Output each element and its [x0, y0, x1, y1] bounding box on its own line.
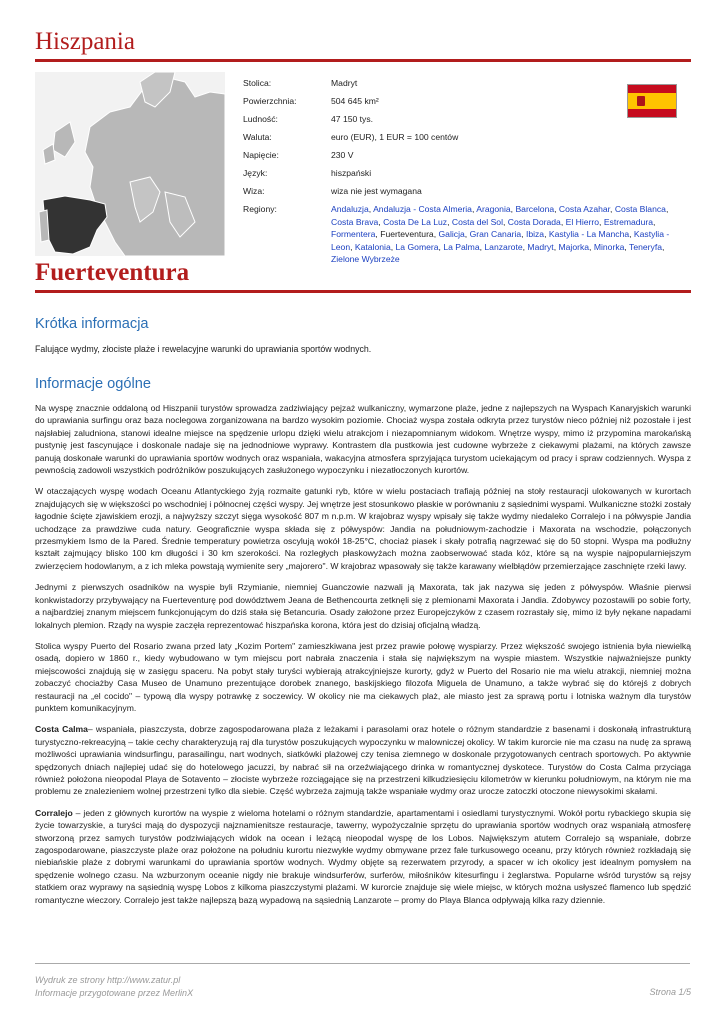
body-paragraph — [35, 402, 691, 476]
regions-list: Andaluzja, Andaluzja - Costa Almeria, Aragonia, Barcelona, Costa Azahar, Costa Blanca, Costa Brava, Costa De La Luz, Costa del Sol, Costa Dorada, El Hierro, Estremadura, Formentera, Fuerteventura, Galicja, Gran Canaria, Ibiza, Kastylia - La Mancha, Kastylia - Leon, Katalonia, La Gomera, La Palma, Lanzarote, Madryt, Majorka, Minorka, Teneryfa, Zielone Wybrzeże — [331, 204, 670, 265]
fact-label: Wiza: — [243, 186, 265, 196]
region-link[interactable]: Barcelona — [515, 204, 555, 214]
fact-label: Stolica: — [243, 78, 272, 88]
fact-row — [243, 113, 683, 125]
footer-info — [35, 974, 193, 1000]
fact-label: Ludność: — [243, 114, 278, 124]
fact-row — [243, 185, 683, 197]
paragraph-text: W otaczających wyspę wodach Oceanu Atlantyckiego żyją rozmaite gatunki ryb, które w wielu postaciach trafiają później na stoły restauracji ulokowanych w kurortach znajdujących się w większości po wschodniej i północnej części wyspy. Jej wnętrze jest stosunkowo płaskie w porównaniu z sąsiednimi wyspami. Wulkaniczne stożki zostały łagodnie ścięte zjawiskiem erozji, a najwyższy szczyt sięga wysokość 807 m n.p.m. W krajobraz wyspy wpisały się także wydmy niedaleko Corralejo i na półwyspie Jandia uchodzące za prawdziwe cuda natury. Geograficznie wyspa składa się z półwyspów: Jandia na południowym-zachodzie i Maxorata na wschodzie, połączonych przesmykiem Ismo de la Pared. Średnie temperatury powietrza oscylują wokół 18-25°C, chociaż piasek i skały potrafią nagrzewać się do 50 stopni. Wyspa ma podłużny kształt zajmujący blisko 100 km długości i 30 km szerokości. Na rozległych płaskowyżach można zaobserwować stada kóz, które są na wyspie najpopularniejszym zwierzęciem hodowlanym, a z ich mleka powstają wymienite sery „majorero". W krajobraz wpasowały się także karawany wielbłądów przemierzające zaschnięte rzeki lawy. — [35, 486, 691, 571]
body-paragraph — [35, 581, 691, 631]
title-divider — [35, 59, 691, 62]
fact-value: 47 150 tys. — [331, 114, 374, 124]
body-paragraph — [35, 723, 691, 797]
paragraph-text: – jeden z głównych kurortów na wyspie z wieloma hotelami o różnym standardzie, apartamentami i osiedlami turystycznymi. Wokół portu rybackiego skupia się życie towarzyskie, a turyści mają do dyspozycji najznamienitsze restauracje, tawerny, wypożyczalnie sprzętu do uprawiania sportów wodnych oraz wspaniałą atmosferę stworzoną przez samych turystów podziwiających widok na ocean i leżącą nieopodal wyspę de los Lobos. Największym atutem Corralejo są wspaniałe, dobrze zagospodarowane, piaszczyste plaże oraz położone na południu kurortu niezwykłe wydmy obmywane przez fale turkusowego oceanu, przy których również rozkładają się niebiańskie plaże z dobrymi warunkami do uprawiania sportów wodnych. Wydmy objęte są rezerwatem przyrody, a spacer w ich okolicy jest idealnym pomysłem na spędzenie wolnego czasu. Na wzburzonym oceanie nigdy nie brakuje windsurferów, surferów, miłośników kitesurfingu i żeglarstwa. Popularne wśród turystów są rejsy statkiem oraz wyprawy na sąsiednią wyspę Lobos z kilkoma piaszczystymi plażami. W kurorcie znajduje się wiele miejsc, w których można usłyszeć flamenco lub spędzić romantyczne wieczory. Corralejo jest także najlepszą bazą wypadową na sąsiednią Lanzarote – promy do Playa Blanca odpływają kilka razy dziennie. — [35, 807, 691, 905]
general-info-heading: Informacje ogólne — [35, 376, 152, 392]
region-current: Fuerteventura — [380, 229, 434, 240]
country-facts — [243, 77, 683, 272]
fact-row — [243, 131, 683, 143]
short-info-heading: Krótka informacja — [35, 316, 149, 332]
region-link[interactable]: Minorka — [593, 241, 625, 252]
fact-row — [243, 167, 683, 179]
spain-flag-icon — [627, 84, 677, 118]
regions-label: Regiony: — [243, 204, 277, 214]
paragraph-text: – wspaniała, piaszczysta, dobrze zagospodarowana plaża z leżakami i parasolami oraz hotele o różnym standardzie z basenami i doskonałą infrastrukturą turystyczno-rekreacyjną – takie cechy charakteryzują raj dla turystów poszukujących wypoczynku w malowniczej okolicy. W takim kurorcie nie ma czasu na nudę za sprawą możliwości uprawiania windsurfingu, parasailingu, nart wodnych, siatkówki plażowej czy tenisa ziemnego w doskonale przygotowanych centrach sportowych. Po aktywnie spędzonych dniach najlepiej udać się do hotelowego jacuzzi, by nabrać sił na orzeźwiającego drinka w romantycznej dyskotece. Turystów do Costa Calma przyciąga również położona nieopodal Playa de Sotavento – złociste wybrzeże rozciągające się na przestrzeni kilkudziesięciu kilometrów w kierunku południowym, na którym nie ma problemu ze znalezieniem wolnej przestrzeni tylko dla siebie. Część wybrzeża zajmują także wspaniałe wydmy oraz urocze zatoczki otoczone niewysokimi skałami. — [35, 724, 691, 797]
fact-value: hiszpański — [331, 168, 372, 178]
fact-label: Waluta: — [243, 132, 272, 142]
paragraph-text: Na wyspę znacznie oddaloną od Hiszpanii turystów sprowadza zadziwiający pejzaż wulkaniczny, wymarzone plaże, jedne z najlepszych na Wyspach Kanaryjskich warunki do uprawiania surfingu oraz baza noclegowa zorganizowana na bardzo wysokim poziomie. Chociaż wyspa została odkryta przez turystów nieco później niż pozostałe i jest najsłabiej zaludniona, stanowi idealne miejsce na spędzenie urlopu dzięki wielu atrakcjom i niezapomnianym widokom. Wnętrze wyspy, mimo iż przypomina marokańską pustynię jest fascynujące i doskonale nadaje się na jednodniowe wyprawy. Kontrastem dla pustkowia jest cudowne wybrzeże z ciekawymi plażami, na których zawsze panują doskonałe warunki do uprawiania sportów wodnych oraz wspaniała, wakacyjna atmosfera sprzyjająca turystom uciekającym od pracy i spraw codziennych. Wyspa z pewnością zadowoli wszystkich podróżników poszukujących zasłużonego wypoczynku i niezatłoczonych kurortów. — [35, 403, 691, 476]
region-link[interactable]: Zielone Wybrzeże — [331, 254, 400, 265]
region-link[interactable]: Ibiza — [525, 229, 545, 240]
region-link[interactable]: Costa Dorada — [507, 216, 561, 227]
fact-label: Napięcie: — [243, 150, 279, 160]
page-number: Strona 1/5 — [649, 987, 691, 997]
region-link[interactable]: El Hierro — [565, 216, 600, 227]
paragraph-text: Jednymi z pierwszych osadników na wyspie byli Rzymianie, niemniej Guanczowie nazwali ją Maxorata, tak jak nazywa się jeden z półwyspów. Właśnie pierwsi konkwistadorzy przybywający na Fuerteventurę pod dowództwem Jeana de Bethencourta zetknęli się z plemionami Maxorata i Jandia. Zdobywcy pozostawili po sobie forty, a najbardziej znanym miejscem funkcjonującym do dziś stała się Betancuria. Osady założone przez Europejczyków z czasem rozrastały się, mimo iż były nękane napadami lokalnych plemion. Rządy na wyspie zaczęła reprezentować hiszpańska korona, która jest do dzisiaj oficjalną władzą. — [35, 582, 691, 630]
fact-value: wiza nie jest wymagana — [331, 186, 422, 196]
region-link[interactable]: Andaluzja — [331, 204, 369, 214]
region-link[interactable]: Kastylia - La Mancha — [548, 229, 630, 240]
region-link[interactable]: La Gomera — [395, 241, 439, 252]
fact-value: 230 V — [331, 150, 354, 160]
paragraph-text: Stolica wyspy Puerto del Rosario zwana przed laty „Kozim Portem" zamieszkiwana jest przez prawie połowę wyspiarzy. Przez większość swojego istnienia była niewielką osadą, dopiero w 1860 r., kiedy wybudowano w tym miejscu port nabrała znaczenia i stała się największym na wyspie miastem. Wszystkie najważniejsze punkty miejscowości znajdują się w zasięgu spaceru. Na pobyt stały turyści wybierają atrakcyjniejsze kurorty, gdyż w Puerto del Rosario nie ma wielu atrakcji, niemniej można zobaczyć chociażby Casa Museo de Unamuno prezentujące dorobek znanego, baskijskiego filozofa Miguela de Unamuno, a także wybrać się do którejś z dobrych restauracji na „el cocido" – typową dla wyspy potrawkę z soczewicy. W okolicy nie ma ciekawych plaż, ale miasto jest za sprawą portu i lotniska ważnym dla turystów punktem komunikacyjnym. — [35, 640, 691, 713]
region-link[interactable]: Costa Blanca — [614, 204, 666, 214]
region-link[interactable]: Andaluzja - Costa Almeria — [373, 204, 472, 214]
fact-row — [243, 149, 683, 161]
body-paragraph — [35, 640, 691, 714]
body-paragraph — [35, 807, 691, 906]
region-link[interactable]: Estremadura — [603, 216, 654, 227]
body-paragraph — [35, 485, 691, 572]
region-link[interactable]: Costa del Sol — [451, 216, 503, 227]
fact-label: Język: — [243, 168, 268, 178]
fact-row — [243, 77, 683, 89]
region-link[interactable]: Costa De La Luz — [383, 216, 448, 227]
paragraph-lead: Costa Calma — [35, 724, 88, 735]
fact-row — [243, 95, 683, 107]
region-link[interactable]: Costa Azahar — [558, 204, 611, 214]
regions-row — [243, 203, 683, 266]
region-link[interactable]: Aragonia — [476, 204, 511, 214]
short-info-text: Falujące wydmy, złociste plaże i rewelacyjne warunki do uprawiania sportów wodnych. — [35, 344, 372, 354]
footer-credit: Informacje przygotowane przez MerlinX — [35, 988, 194, 998]
region-link[interactable]: La Palma — [443, 241, 480, 252]
region-link[interactable]: Teneryfa — [629, 241, 662, 252]
region-link[interactable]: Formentera — [331, 229, 376, 240]
footer-source-link[interactable]: Wydruk ze strony http://www.zatur.pl — [35, 975, 181, 985]
europe-map-icon — [35, 72, 225, 256]
fact-value: euro (EUR), 1 EUR = 100 centów — [331, 132, 459, 142]
region-link[interactable]: Costa Brava — [331, 216, 379, 227]
fact-value: Madryt — [331, 78, 358, 88]
region-link[interactable]: Lanzarote — [484, 241, 523, 252]
fact-label: Powierzchnia: — [243, 96, 297, 106]
general-info-body — [35, 402, 691, 906]
region-link[interactable]: Madryt — [527, 241, 554, 252]
page-content — [35, 0, 691, 915]
footer-divider — [35, 963, 690, 964]
region-link[interactable]: Galicja — [438, 229, 465, 240]
country-title: Hiszpania — [35, 28, 135, 55]
region-link[interactable]: Majorka — [558, 241, 590, 252]
country-info-block — [35, 72, 691, 265]
paragraph-lead: Corralejo — [35, 807, 73, 818]
destination-title: Fuerteventura — [35, 259, 190, 286]
region-link[interactable]: Kastylia - Leon — [331, 229, 670, 252]
fact-value: 504 645 km² — [331, 96, 379, 106]
region-link[interactable]: Gran Canaria — [469, 229, 522, 240]
region-link[interactable]: Katalonia — [354, 241, 391, 252]
